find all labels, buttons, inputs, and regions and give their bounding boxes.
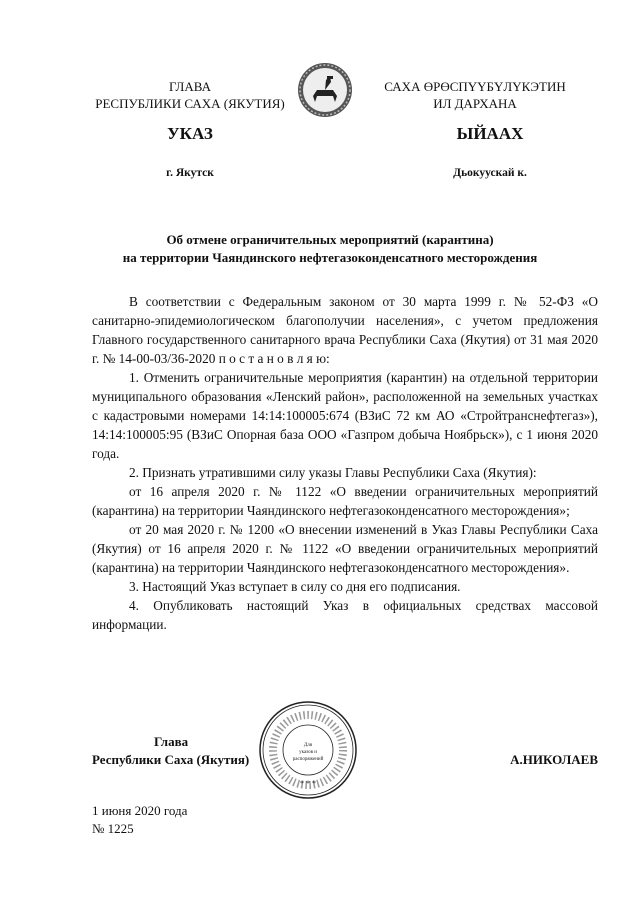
body-paragraph: 3. Настоящий Указ вступает в силу со дня его подписания.	[129, 579, 461, 594]
signatory-name: А.НИКОЛАЕВ	[510, 752, 598, 767]
city-sakha: Дьокуускай к.	[453, 167, 527, 179]
body-paragraph: 4. Опубликовать настоящий Указ в официальных средствах массовой информации.	[92, 598, 598, 632]
signatory-position-line1: Глава	[154, 734, 189, 749]
document-body	[92, 292, 598, 634]
official-seal-stamp	[258, 700, 358, 800]
svg-text:Для: Для	[303, 743, 313, 748]
city-ru: г. Якутск	[166, 167, 214, 179]
issuer-ru	[70, 78, 310, 112]
issuer-sakha-line1: САХА ӨРӨСПҮҮБҮЛҮКЭТИН	[384, 79, 566, 94]
svg-text:распоряжений: распоряжений	[292, 757, 324, 762]
title-line2: на территории Чаяндинского нефтегазоконденсатного месторождения	[122, 250, 538, 265]
issuer-sakha-line2: ИЛ ДАРХАНА	[433, 96, 517, 111]
issuer-ru-line1: ГЛАВА	[169, 79, 211, 94]
body-paragraph: 1. Отменить ограничительные мероприятия (карантин) на отдельной территории муниципального образования «Ленский район», расположенной на земельных участках с кадастровыми номерами 14:14:100005:674 (ВЗиС 72 км АО «Стройтранснефтегаз»), 14:14:100005:95 (ВЗиС Опорная база ООО «Газпром добыча Ноябрьск»), с 1 июня 2020 года.	[92, 370, 598, 461]
body-paragraph: от 20 мая 2020 г. № 1200 «О внесении изменений в Указ Главы Республики Саха (Якутия) от 16 апреля 2020 г. № 1122 «О введении ограничительных мероприятий (карантина) на территории Чаяндинского нефтегазоконденсатного месторождения».	[92, 522, 598, 575]
document-number: № 1225	[92, 821, 134, 836]
doc-type-ru: УКАЗ	[167, 124, 213, 143]
signatory-position-line2: Республики Саха (Якутия)	[92, 752, 250, 767]
issuer-ru-line2: РЕСПУБЛИКИ САХА (ЯКУТИЯ)	[95, 96, 285, 111]
svg-text:указов и: указов и	[299, 750, 317, 755]
body-paragraph: 2. Признать утратившими силу указы Главы Республики Саха (Якутия):	[129, 465, 537, 480]
issuer-sakha	[350, 78, 600, 112]
doc-type-sakha: ЫЙААХ	[456, 124, 524, 143]
body-paragraph: от 16 апреля 2020 г. № 1122 «О введении ограничительных мероприятий (карантина) на территории Чаяндинского нефтегазоконденсатного месторождения»;	[92, 484, 598, 518]
document-date: 1 июня 2020 года	[92, 803, 188, 818]
coat-of-arms-emblem	[297, 62, 353, 118]
document-title	[60, 231, 600, 267]
svg-text:* * *: * * *	[300, 779, 316, 788]
body-paragraph: В соответствии с Федеральным законом от 30 марта 1999 г. № 52-ФЗ «О санитарно-эпидемиологическом благополучии населения», с учетом предложения Главного государственного санитарного врача Республики Саха (Якутия) от 31 мая 2020 г. № 14-00-03/36-2020 п о с т а н о в л я ю:	[92, 294, 598, 366]
title-line1: Об отмене ограничительных мероприятий (карантина)	[166, 232, 494, 247]
